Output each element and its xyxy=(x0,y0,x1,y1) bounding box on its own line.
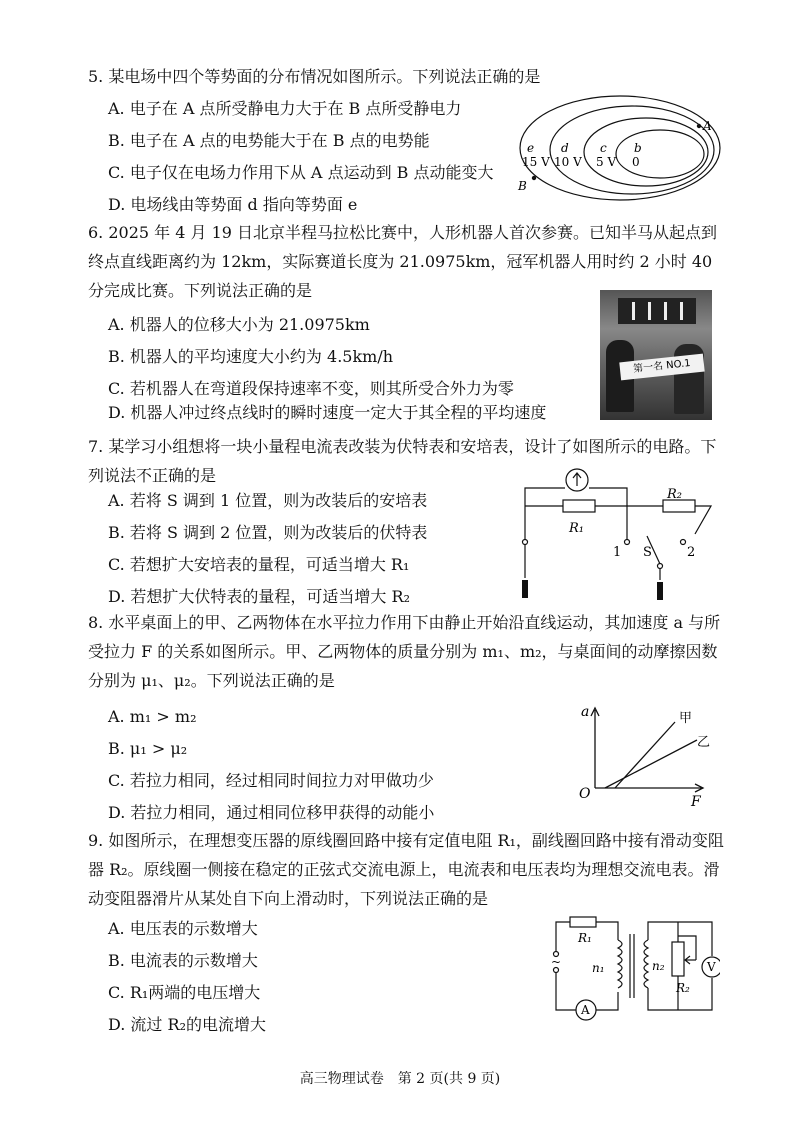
q8-option-b: B. μ₁ > μ₂ xyxy=(108,739,188,758)
q7-option-c: C. 若想扩大安培表的量程，可适当增大 R₁ xyxy=(108,555,410,574)
r2-label: R₂ xyxy=(667,487,682,502)
surface-d-label: d xyxy=(561,141,569,155)
q8-stem: 8. 水平桌面上的甲、乙两物体在水平拉力作用下由静止开始沿直线运动，其加速度 a 与所受拉力 F 的关系如图所示。甲、乙两物体的质量分别为 m₁、m₂，与桌面间的动摩擦因数分别为 μ₁、μ₂。下列说法正确的是 xyxy=(88,613,721,690)
r1-label: R₁ xyxy=(569,521,584,536)
graph-y-axis-label: a xyxy=(581,704,590,720)
q5-stem: 5. 某电场中四个等势面的分布情况如图所示。下列说法正确的是 xyxy=(88,67,541,86)
switch-pos1-label: 1 xyxy=(613,545,622,560)
surface-e-label: e xyxy=(527,141,535,155)
q5-option-b: B. 电子在 A 点的电势能大于在 B 点的电势能 xyxy=(108,131,430,150)
surface-c-label: c xyxy=(600,141,607,155)
ammeter-label: A xyxy=(581,1003,590,1017)
q9-option-b: B. 电流表的示数增大 xyxy=(108,951,258,970)
q7-option-a: A. 若将 S 调到 1 位置，则为改装后的安培表 xyxy=(108,491,428,510)
q6-stem: 6. 2025 年 4 月 19 日北京半程马拉松比赛中，人形机器人首次参赛。已知半马从起点到终点直线距离约为 12km，实际赛道长度为 21.0975km，冠军机器人用时约 2 小时 40 分完成比赛。下列说法正确的是 xyxy=(88,223,718,300)
switch-s-label: S xyxy=(643,545,652,560)
q7-option-b: B. 若将 S 调到 2 位置，则为改装后的伏特表 xyxy=(108,523,428,542)
ac-source-symbol: ~ xyxy=(551,955,562,969)
page-footer: 高三物理试卷 第 2 页(共 9 页) xyxy=(299,1071,501,1087)
potential-0v: 0 xyxy=(632,155,640,169)
line-yi-label: 乙 xyxy=(697,735,711,750)
q9-transformer-figure xyxy=(540,912,720,1034)
q5-option-d: D. 电场线由等势面 d 指向等势面 e xyxy=(108,195,358,214)
q8-a-f-graph xyxy=(575,700,715,814)
surface-b-label: b xyxy=(634,141,642,155)
q5-option-c: C. 电子仅在电场力作用下从 A 点运动到 B 点动能变大 xyxy=(108,163,494,182)
potential-15v: 15 V xyxy=(522,155,550,169)
graph-x-axis-label: F xyxy=(691,794,701,810)
overhead-sign xyxy=(618,298,696,324)
q8-option-a: A. m₁ > m₂ xyxy=(108,707,197,726)
q6-option-a: A. 机器人的位移大小为 21.0975km xyxy=(108,315,370,334)
q9-stem: 9. 如图所示，在理想变压器的原线圈回路中接有定值电阻 R₁，副线圈回路中接有滑动变阻器 R₂。原线圈一侧接在稳定的正弦式交流电源上，电流表和电压表均为理想交流电表。滑动变阻器滑片从某处自下向上滑动时，下列说法正确的是 xyxy=(88,831,724,908)
potential-5v: 5 V xyxy=(596,155,617,169)
q9-option-c: C. R₁两端的电压增大 xyxy=(108,983,261,1002)
point-a-label: A xyxy=(703,119,712,133)
q9-option-d: D. 流过 R₂的电流增大 xyxy=(108,1015,266,1034)
r2-label: R₂ xyxy=(676,981,690,995)
q8-option-c: C. 若拉力相同，经过相同时间拉力对甲做功少 xyxy=(108,771,434,790)
line-jia-label: 甲 xyxy=(679,711,693,726)
robot-marathon-photo xyxy=(600,290,712,420)
potential-10v: 10 V xyxy=(554,155,582,169)
q5-equipotential-figure xyxy=(510,86,730,210)
q6-option-b: B. 机器人的平均速度大小约为 4.5km/h xyxy=(108,347,394,366)
n2-label: n₂ xyxy=(652,959,665,973)
point-b-label: B xyxy=(518,179,527,193)
graph-origin-label: O xyxy=(579,786,591,802)
voltmeter-label: V xyxy=(707,960,716,974)
q8-option-d: D. 若拉力相同，通过相同位移甲获得的动能小 xyxy=(108,803,435,822)
q6-option-d: D. 机器人冲过终点线时的瞬时速度一定大于其全程的平均速度 xyxy=(108,403,547,422)
q9-option-a: A. 电压表的示数增大 xyxy=(108,919,258,938)
q5-option-a: A. 电子在 A 点所受静电力大于在 B 点所受静电力 xyxy=(108,99,462,118)
switch-pos2-label: 2 xyxy=(687,545,696,560)
r1-label: R₁ xyxy=(578,931,592,945)
q7-option-d: D. 若想扩大伏特表的量程，可适当增大 R₂ xyxy=(108,587,410,606)
finish-banner: 第一名 NO.1 xyxy=(619,354,704,381)
q7-stem: 7. 某学习小组想将一块小量程电流表改装为伏特表和安培表，设计了如图所示的电路。下列说法不正确的是 xyxy=(88,437,717,485)
n1-label: n₁ xyxy=(592,961,605,975)
q6-option-c: C. 若机器人在弯道段保持速率不变，则其所受合外力为零 xyxy=(108,379,514,398)
q7-circuit-figure xyxy=(515,458,725,607)
